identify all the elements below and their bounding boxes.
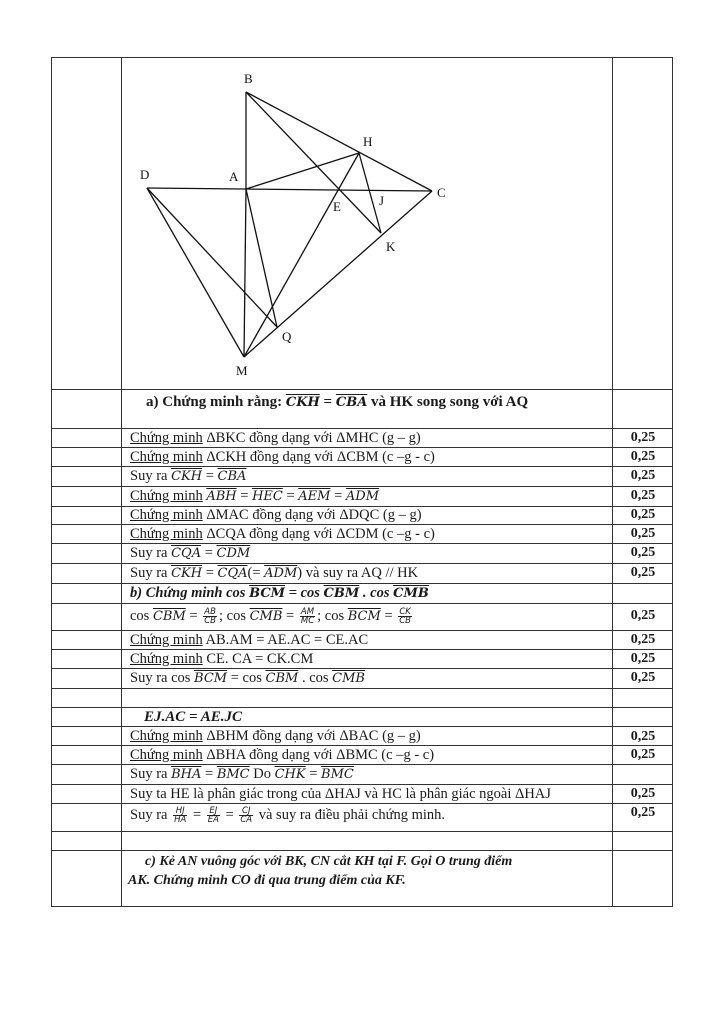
- part-a-row-1: [130, 429, 421, 447]
- part-ej-row-1: [130, 727, 421, 745]
- point-label-K: K: [386, 239, 396, 254]
- segment-AM: [244, 189, 246, 357]
- angle: $\overline{BCM}$: [347, 609, 381, 624]
- point-label-B: B: [244, 71, 253, 86]
- angle: $\overline{CMB}$: [332, 671, 365, 686]
- score: 0,25: [630, 468, 656, 483]
- score: 0,25: [630, 430, 656, 445]
- row-text: ΔCKH đồng dạng với ΔCBM (c –g - c): [202, 449, 435, 465]
- row-prefix: Suy ra: [130, 766, 172, 782]
- part-b-row-4: [130, 669, 365, 688]
- part-ej-row-4: Suy ta HE là phân giác trong của ΔHAJ và HC là phân giác ngoài ΔHAJ: [130, 786, 551, 802]
- point-label-C: C: [437, 185, 446, 200]
- angle: $\overline{BHA}$: [171, 767, 202, 782]
- denominator: CB: [204, 616, 216, 627]
- angle: $\overline{BMC}$: [216, 767, 250, 782]
- score: 0,25: [630, 670, 656, 685]
- geometry-figure: [0, 0, 725, 400]
- angle: $\overline{CBM}$: [323, 586, 360, 601]
- equals: =: [201, 545, 217, 561]
- heading-text: a) Chứng minh rằng:: [146, 394, 286, 410]
- equals: =: [305, 766, 322, 782]
- angle-ckh: $\overline{CKH}$: [285, 395, 320, 410]
- part-a-row-2: [130, 448, 435, 466]
- numerator: EJ: [207, 807, 220, 816]
- point-label-M: M: [236, 363, 248, 378]
- row-prefix: Chứng minh: [130, 488, 203, 504]
- numerator: HJ: [173, 807, 187, 816]
- angle: $\overline{CBM}$: [152, 609, 186, 624]
- angle: $\overline{BMC}$: [321, 767, 354, 782]
- score: 0,25: [630, 565, 656, 580]
- angle: $\overline{CKH}$: [171, 469, 203, 484]
- numerator: CJ: [239, 807, 253, 816]
- row-text: ΔBHA đồng dạng với ΔBMC (c –g - c): [202, 747, 435, 763]
- angle: $\overline{CQA}$: [217, 566, 248, 581]
- row-text: ΔMAC đồng dạng với ΔDQC (g – g): [202, 507, 422, 523]
- angle: $\overline{BCM}$: [249, 586, 286, 601]
- angle: $\overline{CDM}$: [216, 546, 251, 561]
- part-b-heading: [130, 584, 429, 603]
- part-c-line-2: AK. Chứng minh CO đi qua trung điểm của KF.: [128, 873, 406, 888]
- angle: $\overline{CMB}$: [249, 609, 283, 624]
- part-a-row-8: Suy ra $\overline{CKH} = \overline{CQA}(= \overline{ADM})$ và suy ra AQ // HK: [130, 565, 419, 581]
- score: 0,25: [630, 729, 656, 744]
- score: 0,25: [630, 526, 656, 541]
- row-line: [51, 831, 673, 832]
- score: 0,25: [630, 507, 656, 522]
- row-prefix: Chứng minh: [130, 632, 203, 648]
- score: 0,25: [630, 651, 656, 666]
- equals: =: [319, 394, 336, 410]
- part-a-row-7: [130, 544, 250, 563]
- fraction: [207, 807, 220, 824]
- heading-text: . cos: [359, 585, 394, 601]
- fraction: [300, 608, 315, 625]
- angle: $\overline{ADM}$: [264, 566, 298, 581]
- fraction: [239, 807, 253, 824]
- table-border-bottom: [51, 906, 673, 907]
- part-b-row-1: $\cos \overline{CBM}$ = $\frac{AB}{CB}$ ; $\cos \overline{CMB}$ = $\frac{AM}{MC}$ ; $\cos \overline{BCM}$ = $\frac{CK}{CB}$: [130, 607, 412, 627]
- numerator: AM: [300, 607, 315, 618]
- row-prefix: Chứng minh: [130, 430, 203, 446]
- score: 0,25: [630, 747, 656, 762]
- angle: $\overline{AEM}$: [298, 489, 331, 504]
- row-text: và suy ra điều phải chứng minh.: [255, 807, 445, 823]
- score: 0,25: [630, 608, 656, 623]
- score: 0,25: [630, 805, 656, 820]
- part-a-row-3: [130, 467, 246, 486]
- segment-AQ: [246, 189, 277, 327]
- row-prefix: Chứng minh: [130, 449, 203, 465]
- angle-cba: $\overline{CBA}$: [335, 395, 368, 410]
- row-prefix: Suy ra: [130, 545, 172, 561]
- equals: =: [201, 766, 217, 782]
- row-prefix: Chứng minh: [130, 507, 203, 523]
- segment-MC: [244, 191, 432, 357]
- heading-text: = cos: [285, 585, 324, 601]
- point-label-D: D: [140, 167, 150, 182]
- row-prefix: Suy ra: [130, 807, 172, 823]
- segment-BC: [246, 92, 432, 191]
- denominator: CB: [399, 616, 412, 627]
- angle: $\overline{CBM}$: [265, 671, 299, 686]
- row-text: . cos: [298, 670, 333, 686]
- row-prefix: Chứng minh: [130, 651, 203, 667]
- score: 0,25: [630, 488, 656, 503]
- score: 0,25: [630, 786, 656, 801]
- denominator: EA: [207, 815, 219, 826]
- numerator: AB: [204, 607, 216, 618]
- row-prefix: Suy ra: [130, 468, 172, 484]
- angle: $\overline{CBA}$: [217, 469, 247, 484]
- angle: $\overline{CMB}$: [393, 586, 429, 601]
- row-text: Do: [249, 766, 275, 782]
- segment-DQ: [147, 188, 277, 327]
- angle: $\overline{HEC}$: [252, 489, 283, 504]
- row-prefix: Chứng minh: [130, 526, 203, 542]
- denominator: MC: [300, 616, 315, 627]
- score: 0,25: [630, 632, 656, 647]
- point-label-Q: Q: [282, 329, 292, 344]
- part-ej-heading: EJ.AC = AE.JC: [144, 709, 243, 725]
- point-label-J: J: [379, 193, 385, 208]
- row-prefix: Suy ra cos: [130, 670, 195, 686]
- row-prefix: Chứng minh: [130, 728, 203, 744]
- row-line: [51, 688, 673, 689]
- fraction: [173, 807, 187, 824]
- part-ej-row-2: [130, 746, 434, 764]
- row-prefix: Chứng minh: [130, 747, 203, 763]
- denominator: HA: [174, 815, 187, 826]
- angle: $\overline{ABH}$: [206, 489, 237, 504]
- heading-text: b) Chứng minh cos: [130, 585, 250, 601]
- fraction: [398, 608, 412, 625]
- point-label-E: E: [333, 199, 341, 214]
- row-text: ΔBKC đồng dạng với ΔMHC (g – g): [202, 430, 421, 446]
- part-a-row-4: Chứng minh $\overline{ABH} = \overline{HEC} = \overline{AEM} = \overline{ADM}$: [130, 488, 380, 504]
- part-ej-row-3: [130, 765, 354, 784]
- angle: $\overline{CKH}$: [171, 566, 203, 581]
- row-text: = cos: [227, 670, 266, 686]
- angle: $\overline{BCM}$: [194, 671, 228, 686]
- row-line: [51, 603, 673, 604]
- angle: $\overline{ADM}$: [345, 489, 380, 504]
- score: 0,25: [630, 449, 656, 464]
- denominator: CA: [240, 815, 253, 826]
- row-text: ΔBHM đồng dạng với ΔBAC (g – g): [202, 728, 421, 744]
- segment-BK: [246, 92, 381, 233]
- segment-DC: [147, 188, 432, 191]
- part-a-row-5: [130, 506, 422, 524]
- part-a-row-6: [130, 525, 435, 543]
- row-text: AB.AM = AE.AC = CE.AC: [202, 632, 369, 648]
- point-label-H: H: [363, 134, 373, 149]
- row-text: CE. CA = CK.CM: [202, 651, 314, 667]
- part-ej-row-5: Suy ra $\frac{HJ}{HA}$ = $\frac{EJ}{EA}$ = $\frac{CJ}{CA}$ và suy ra điều phải chứng minh.: [130, 806, 445, 826]
- segment-DM: [147, 188, 244, 357]
- point-label-A: A: [229, 169, 239, 184]
- angle: $\overline{CHK}$: [274, 767, 306, 782]
- part-b-row-2: [130, 631, 368, 649]
- row-text: và suy ra AQ // HK: [302, 565, 419, 581]
- row-line: [51, 850, 673, 851]
- part-c-line-1: c) Kẻ AN vuông góc với BK, CN cắt KH tại F. Gọi O trung điểm: [145, 854, 513, 869]
- score: 0,25: [630, 545, 656, 560]
- equals: =: [202, 468, 218, 484]
- part-b-row-3: [130, 650, 313, 668]
- fraction: [203, 608, 217, 625]
- row-text: ΔCQA đồng dạng với ΔCDM (c –g - c): [202, 526, 435, 542]
- numerator: CK: [399, 607, 411, 618]
- angle: $\overline{CQA}$: [171, 546, 202, 561]
- heading-text: và HK song song với AQ: [367, 394, 529, 410]
- row-prefix: Suy ra: [130, 565, 172, 581]
- part-a-heading: [146, 393, 528, 412]
